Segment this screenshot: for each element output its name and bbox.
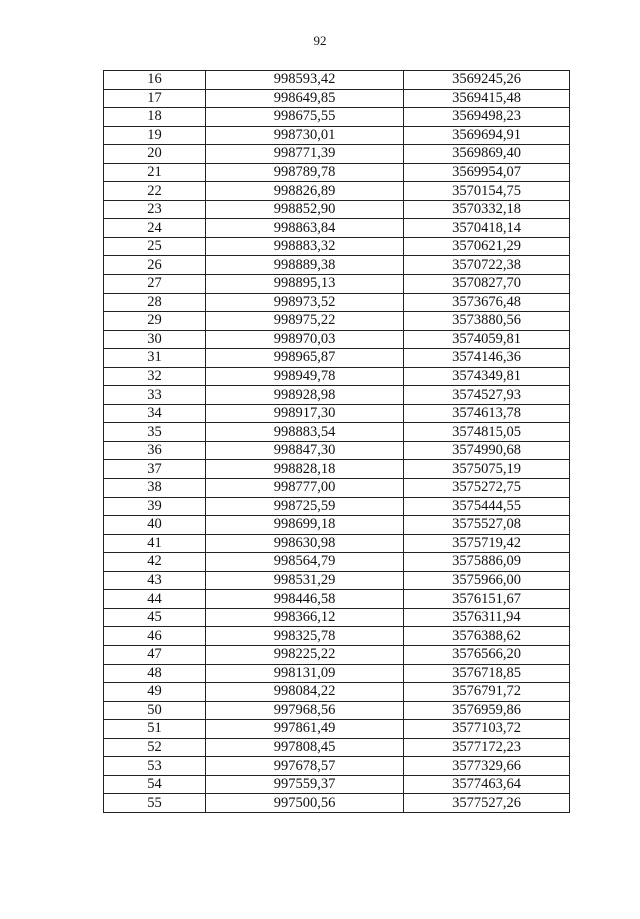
point-number-cell: 55 — [104, 794, 206, 813]
x-coordinate-cell: 997559,37 — [206, 775, 404, 794]
y-coordinate-cell: 3576388,62 — [404, 627, 570, 646]
x-coordinate-cell: 998725,59 — [206, 497, 404, 516]
point-number-cell: 16 — [104, 71, 206, 90]
y-coordinate-cell: 3570332,18 — [404, 200, 570, 219]
point-number-cell: 32 — [104, 367, 206, 386]
point-number-cell: 52 — [104, 738, 206, 757]
table-row — [104, 349, 570, 368]
table-row — [104, 608, 570, 627]
table-row — [104, 571, 570, 590]
y-coordinate-cell: 3575272,75 — [404, 479, 570, 498]
table-row — [104, 182, 570, 201]
table-row — [104, 275, 570, 294]
table-row — [104, 590, 570, 609]
table-row — [104, 237, 570, 256]
point-number-cell: 18 — [104, 108, 206, 127]
point-number-cell: 50 — [104, 701, 206, 720]
y-coordinate-cell: 3574527,93 — [404, 386, 570, 405]
y-coordinate-cell: 3574613,78 — [404, 404, 570, 423]
x-coordinate-cell: 998789,78 — [206, 163, 404, 182]
x-coordinate-cell: 998730,01 — [206, 126, 404, 145]
y-coordinate-cell: 3570827,70 — [404, 275, 570, 294]
table-row — [104, 794, 570, 813]
table-row — [104, 460, 570, 479]
y-coordinate-cell: 3575075,19 — [404, 460, 570, 479]
y-coordinate-cell: 3569415,48 — [404, 89, 570, 108]
point-number-cell: 30 — [104, 330, 206, 349]
table-row — [104, 516, 570, 535]
point-number-cell: 44 — [104, 590, 206, 609]
x-coordinate-cell: 998630,98 — [206, 534, 404, 553]
table-row — [104, 219, 570, 238]
point-number-cell: 41 — [104, 534, 206, 553]
x-coordinate-cell: 998777,00 — [206, 479, 404, 498]
y-coordinate-cell: 3576959,86 — [404, 701, 570, 720]
table-row — [104, 200, 570, 219]
table-row — [104, 404, 570, 423]
point-number-cell: 29 — [104, 312, 206, 331]
coordinates-table — [103, 70, 570, 813]
x-coordinate-cell: 997808,45 — [206, 738, 404, 757]
x-coordinate-cell: 998826,89 — [206, 182, 404, 201]
x-coordinate-cell: 998446,58 — [206, 590, 404, 609]
point-number-cell: 24 — [104, 219, 206, 238]
x-coordinate-cell: 998366,12 — [206, 608, 404, 627]
x-coordinate-cell: 998970,03 — [206, 330, 404, 349]
y-coordinate-cell: 3576311,94 — [404, 608, 570, 627]
point-number-cell: 17 — [104, 89, 206, 108]
table-row — [104, 126, 570, 145]
table-row — [104, 757, 570, 776]
x-coordinate-cell: 998973,52 — [206, 293, 404, 312]
x-coordinate-cell: 998863,84 — [206, 219, 404, 238]
table-row — [104, 775, 570, 794]
table-row — [104, 683, 570, 702]
point-number-cell: 38 — [104, 479, 206, 498]
table-row — [104, 738, 570, 757]
x-coordinate-cell: 998928,98 — [206, 386, 404, 405]
table-row — [104, 386, 570, 405]
page-number: 92 — [313, 33, 327, 48]
table-row — [104, 664, 570, 683]
point-number-cell: 27 — [104, 275, 206, 294]
table-row — [104, 497, 570, 516]
x-coordinate-cell: 998325,78 — [206, 627, 404, 646]
point-number-cell: 31 — [104, 349, 206, 368]
x-coordinate-cell: 997861,49 — [206, 720, 404, 739]
y-coordinate-cell: 3569498,23 — [404, 108, 570, 127]
y-coordinate-cell: 3575966,00 — [404, 571, 570, 590]
table-row — [104, 627, 570, 646]
table-row — [104, 720, 570, 739]
point-number-cell: 23 — [104, 200, 206, 219]
point-number-cell: 42 — [104, 553, 206, 572]
y-coordinate-cell: 3570621,29 — [404, 237, 570, 256]
point-number-cell: 40 — [104, 516, 206, 535]
y-coordinate-cell: 3576791,72 — [404, 683, 570, 702]
coordinates-table-body — [104, 71, 570, 813]
x-coordinate-cell: 998771,39 — [206, 145, 404, 164]
table-row — [104, 330, 570, 349]
y-coordinate-cell: 3576718,85 — [404, 664, 570, 683]
point-number-cell: 37 — [104, 460, 206, 479]
x-coordinate-cell: 998225,22 — [206, 645, 404, 664]
point-number-cell: 46 — [104, 627, 206, 646]
y-coordinate-cell: 3575527,08 — [404, 516, 570, 535]
table-row — [104, 701, 570, 720]
table-row — [104, 367, 570, 386]
point-number-cell: 26 — [104, 256, 206, 275]
y-coordinate-cell: 3569694,91 — [404, 126, 570, 145]
y-coordinate-cell: 3573676,48 — [404, 293, 570, 312]
y-coordinate-cell: 3576566,20 — [404, 645, 570, 664]
point-number-cell: 36 — [104, 441, 206, 460]
table-row — [104, 423, 570, 442]
y-coordinate-cell: 3569954,07 — [404, 163, 570, 182]
x-coordinate-cell: 998828,18 — [206, 460, 404, 479]
x-coordinate-cell: 998852,90 — [206, 200, 404, 219]
point-number-cell: 35 — [104, 423, 206, 442]
point-number-cell: 47 — [104, 645, 206, 664]
point-number-cell: 54 — [104, 775, 206, 794]
x-coordinate-cell: 998975,22 — [206, 312, 404, 331]
table-row — [104, 312, 570, 331]
table-row — [104, 293, 570, 312]
x-coordinate-cell: 998531,29 — [206, 571, 404, 590]
point-number-cell: 22 — [104, 182, 206, 201]
point-number-cell: 21 — [104, 163, 206, 182]
table-row — [104, 145, 570, 164]
x-coordinate-cell: 998699,18 — [206, 516, 404, 535]
point-number-cell: 28 — [104, 293, 206, 312]
point-number-cell: 19 — [104, 126, 206, 145]
table-row — [104, 479, 570, 498]
table-row — [104, 256, 570, 275]
x-coordinate-cell: 997500,56 — [206, 794, 404, 813]
x-coordinate-cell: 998649,85 — [206, 89, 404, 108]
table-row — [104, 534, 570, 553]
x-coordinate-cell: 998965,87 — [206, 349, 404, 368]
y-coordinate-cell: 3577329,66 — [404, 757, 570, 776]
x-coordinate-cell: 998131,09 — [206, 664, 404, 683]
y-coordinate-cell: 3574146,36 — [404, 349, 570, 368]
x-coordinate-cell: 998883,32 — [206, 237, 404, 256]
point-number-cell: 33 — [104, 386, 206, 405]
y-coordinate-cell: 3570154,75 — [404, 182, 570, 201]
point-number-cell: 49 — [104, 683, 206, 702]
x-coordinate-cell: 998847,30 — [206, 441, 404, 460]
x-coordinate-cell: 998949,78 — [206, 367, 404, 386]
point-number-cell: 34 — [104, 404, 206, 423]
y-coordinate-cell: 3574815,05 — [404, 423, 570, 442]
y-coordinate-cell: 3569869,40 — [404, 145, 570, 164]
y-coordinate-cell: 3574990,68 — [404, 441, 570, 460]
y-coordinate-cell: 3569245,26 — [404, 71, 570, 90]
y-coordinate-cell: 3573880,56 — [404, 312, 570, 331]
x-coordinate-cell: 998564,79 — [206, 553, 404, 572]
x-coordinate-cell: 998895,13 — [206, 275, 404, 294]
point-number-cell: 45 — [104, 608, 206, 627]
y-coordinate-cell: 3577103,72 — [404, 720, 570, 739]
table-row — [104, 163, 570, 182]
y-coordinate-cell: 3577172,23 — [404, 738, 570, 757]
point-number-cell: 48 — [104, 664, 206, 683]
x-coordinate-cell: 998084,22 — [206, 683, 404, 702]
x-coordinate-cell: 998917,30 — [206, 404, 404, 423]
x-coordinate-cell: 998593,42 — [206, 71, 404, 90]
y-coordinate-cell: 3575719,42 — [404, 534, 570, 553]
table-row — [104, 441, 570, 460]
point-number-cell: 43 — [104, 571, 206, 590]
x-coordinate-cell: 998883,54 — [206, 423, 404, 442]
y-coordinate-cell: 3577527,26 — [404, 794, 570, 813]
table-row — [104, 71, 570, 90]
table-row — [104, 553, 570, 572]
y-coordinate-cell: 3576151,67 — [404, 590, 570, 609]
y-coordinate-cell: 3575444,55 — [404, 497, 570, 516]
y-coordinate-cell: 3574059,81 — [404, 330, 570, 349]
y-coordinate-cell: 3575886,09 — [404, 553, 570, 572]
point-number-cell: 20 — [104, 145, 206, 164]
y-coordinate-cell: 3577463,64 — [404, 775, 570, 794]
table-row — [104, 89, 570, 108]
y-coordinate-cell: 3570418,14 — [404, 219, 570, 238]
point-number-cell: 53 — [104, 757, 206, 776]
point-number-cell: 25 — [104, 237, 206, 256]
table-row — [104, 108, 570, 127]
x-coordinate-cell: 997968,56 — [206, 701, 404, 720]
point-number-cell: 51 — [104, 720, 206, 739]
point-number-cell: 39 — [104, 497, 206, 516]
x-coordinate-cell: 998889,38 — [206, 256, 404, 275]
y-coordinate-cell: 3574349,81 — [404, 367, 570, 386]
table-row — [104, 645, 570, 664]
y-coordinate-cell: 3570722,38 — [404, 256, 570, 275]
x-coordinate-cell: 997678,57 — [206, 757, 404, 776]
x-coordinate-cell: 998675,55 — [206, 108, 404, 127]
